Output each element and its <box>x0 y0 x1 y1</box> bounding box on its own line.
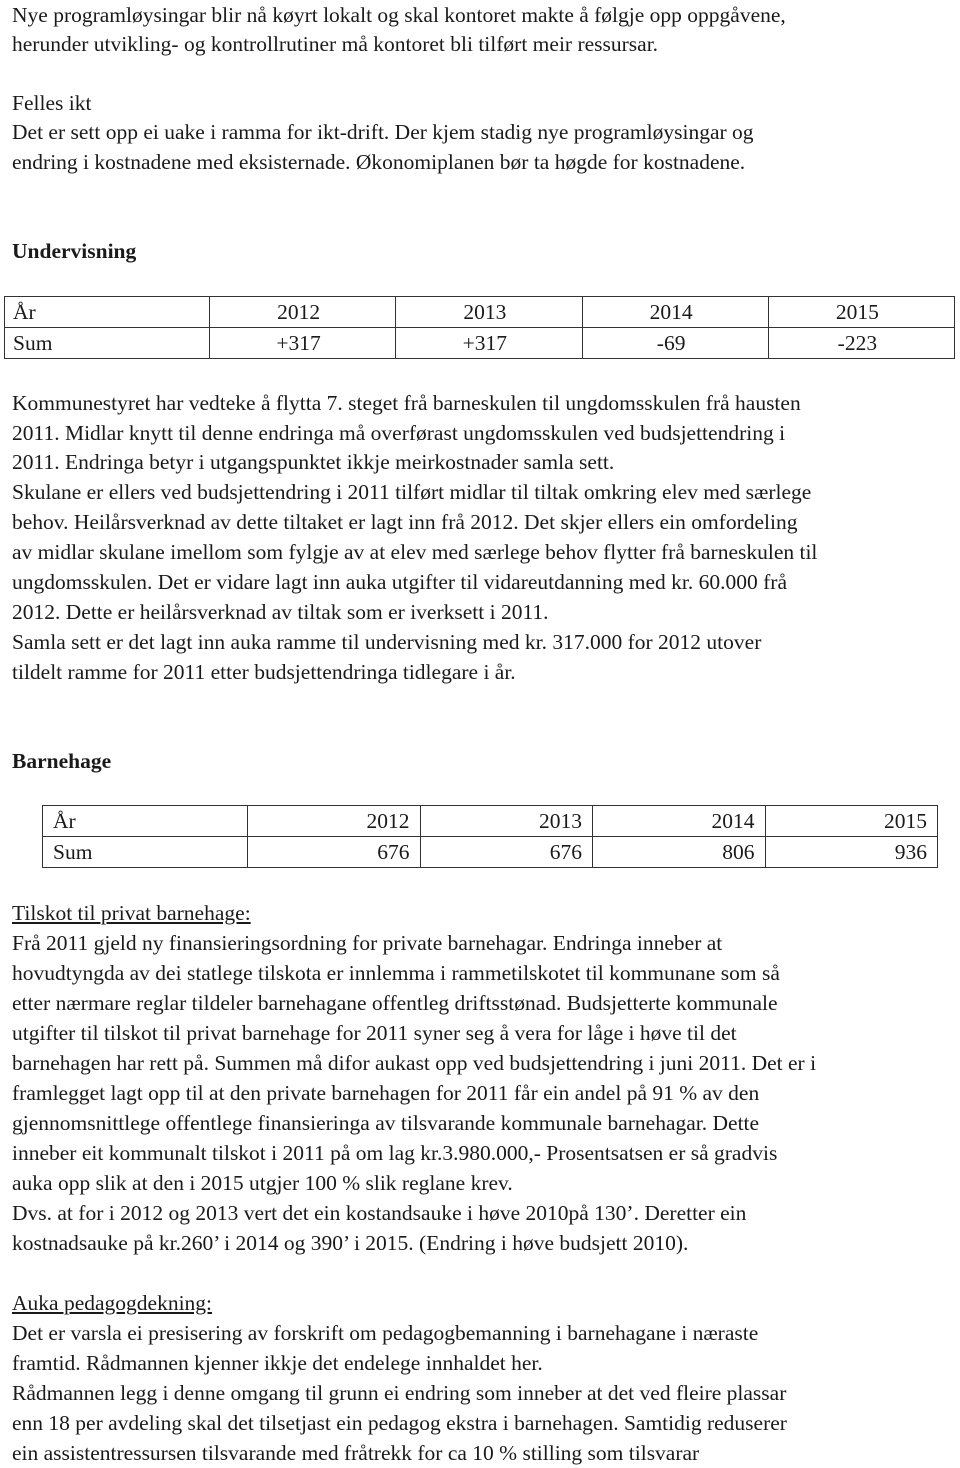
paragraph-line: framlegget lagt opp til at den private barnehagen for 2011 får ein andel på 91 % av den <box>12 1081 760 1105</box>
paragraph-line: auka opp slik at den i 2015 utgjer 100 % slik reglane krev. <box>12 1171 513 1195</box>
paragraph-line: endring i kostnadene med eksisternade. Økonomiplanen bør ta høgde for kostnadene. <box>12 150 746 174</box>
paragraph-line: Samla sett er det lagt inn auka ramme til undervisning med kr. 317.000 for 2012 utover <box>12 630 762 654</box>
table-cell: År <box>5 297 210 328</box>
table-cell: 2015 <box>765 806 938 837</box>
table-cell: År <box>43 806 248 837</box>
section-heading-undervisning: Undervisning <box>12 239 137 263</box>
paragraph-line: behov. Heilårsverknad av dette tiltaket er lagt inn frå 2012. Det skjer ellers ein omfordeling <box>12 510 798 534</box>
barnehage-budget-table <box>42 805 938 868</box>
paragraph-line: inneber eit kommunalt tilskot i 2011 på om lag kr.3.980.000,- Prosentsatsen er så gradvis <box>12 1141 778 1165</box>
table-cell: 2014 <box>582 297 768 328</box>
paragraph-line: framtid. Rådmannen kjenner ikkje det endelege innhaldet her. <box>12 1351 543 1375</box>
table-cell: 676 <box>420 837 593 868</box>
table-cell: +317 <box>396 328 582 359</box>
table-row <box>43 806 938 837</box>
paragraph-line: Dvs. at for i 2012 og 2013 vert det ein kostandsauke i høve 2010på 130’. Deretter ein <box>12 1201 747 1225</box>
paragraph-line: Skulane er ellers ved budsjettendring i 2011 tilført midlar til tiltak omkring elev med særlege <box>12 480 812 504</box>
table-cell: 2013 <box>420 806 593 837</box>
table-cell: 2014 <box>593 806 766 837</box>
paragraph-line: 2012. Dette er heilårsverknad av tiltak som er iverksett i 2011. <box>12 600 549 624</box>
table-row <box>5 297 955 328</box>
paragraph-line: 2011. Midlar knytt til denne endringa må overførast ungdomsskulen ved budsjettendring i <box>12 421 786 445</box>
table-cell: +317 <box>210 328 396 359</box>
paragraph-line: ein assistentressursen tilsvarande med fråtrekk for ca 10 % stilling som tilsvarar <box>12 1441 700 1465</box>
paragraph-line: Nye programløysingar blir nå køyrt lokalt og skal kontoret makte å følgje opp oppgåvene, <box>12 3 786 27</box>
section-heading-barnehage: Barnehage <box>12 749 112 773</box>
paragraph-line: Det er sett opp ei uake i ramma for ikt-drift. Der kjem stadig nye programløysingar og <box>12 120 754 144</box>
paragraph-line: Det er varsla ei presisering av forskrift om pedagogbemanning i barnehagane i næraste <box>12 1321 759 1345</box>
table-cell: 936 <box>765 837 938 868</box>
paragraph-line: av midlar skulane imellom som fylgje av at elev med særlege behov flytter frå barneskulen til <box>12 540 818 564</box>
paragraph-line: Kommunestyret har vedteke å flytta 7. steget frå barneskulen til ungdomsskulen frå hausten <box>12 391 801 415</box>
paragraph-line: tildelt ramme for 2011 etter budsjettendringa tidlegare i år. <box>12 660 516 684</box>
table-cell: 2012 <box>248 806 421 837</box>
section-title-felles-ikt: Felles ikt <box>12 91 92 115</box>
subheading-tilskot: Tilskot til privat barnehage: <box>12 901 251 925</box>
paragraph-line: hovudtyngda av dei statlege tilskota er innlemma i rammetilskotet til kommunane som så <box>12 961 780 985</box>
subheading-pedagogdekning: Auka pedagogdekning: <box>12 1291 213 1315</box>
undervisning-budget-table <box>4 296 955 359</box>
paragraph-line: utgifter til tilskot til privat barnehage for 2011 syner seg å vera for låge i høve til det <box>12 1021 737 1045</box>
table-cell: 806 <box>593 837 766 868</box>
paragraph-line: 2011. Endringa betyr i utgangspunktet ikkje meirkostnader samla sett. <box>12 450 615 474</box>
table-cell: 2013 <box>396 297 582 328</box>
table-cell: 676 <box>248 837 421 868</box>
paragraph-line: enn 18 per avdeling skal det tilsetjast ein pedagog ekstra i barnehagen. Samtidig reduserer <box>12 1411 787 1435</box>
paragraph-line: Frå 2011 gjeld ny finansieringsordning for private barnehagar. Endringa inneber at <box>12 931 723 955</box>
paragraph-line: etter nærmare reglar tildeler barnehagane offentleg driftsstønad. Budsjetterte kommunale <box>12 991 778 1015</box>
table-cell: -69 <box>582 328 768 359</box>
table-cell: Sum <box>5 328 210 359</box>
paragraph-line: gjennomsnittlege offentlege finansieringa av tilsvarande kommunale barnehagar. Dette <box>12 1111 760 1135</box>
table-cell: 2015 <box>768 297 954 328</box>
paragraph-line: barnehagen har rett på. Summen må difor aukast opp ved budsjettendring i juni 2011. Det er i <box>12 1051 817 1075</box>
table-row <box>5 328 955 359</box>
paragraph-line: Rådmannen legg i denne omgang til grunn ei endring som inneber at det ved fleire plassar <box>12 1381 787 1405</box>
table-cell: Sum <box>43 837 248 868</box>
paragraph-line: ungdomsskulen. Det er vidare lagt inn auka utgifter til vidareutdanning med kr. 60.000 frå <box>12 570 787 594</box>
paragraph-line: kostnadsauke på kr.260’ i 2014 og 390’ i 2015. (Endring i høve budsjett 2010). <box>12 1231 689 1255</box>
table-row <box>43 837 938 868</box>
table-cell: -223 <box>768 328 954 359</box>
paragraph-line: herunder utvikling- og kontrollrutiner må kontoret bli tilført meir ressursar. <box>12 32 659 56</box>
table-cell: 2012 <box>210 297 396 328</box>
